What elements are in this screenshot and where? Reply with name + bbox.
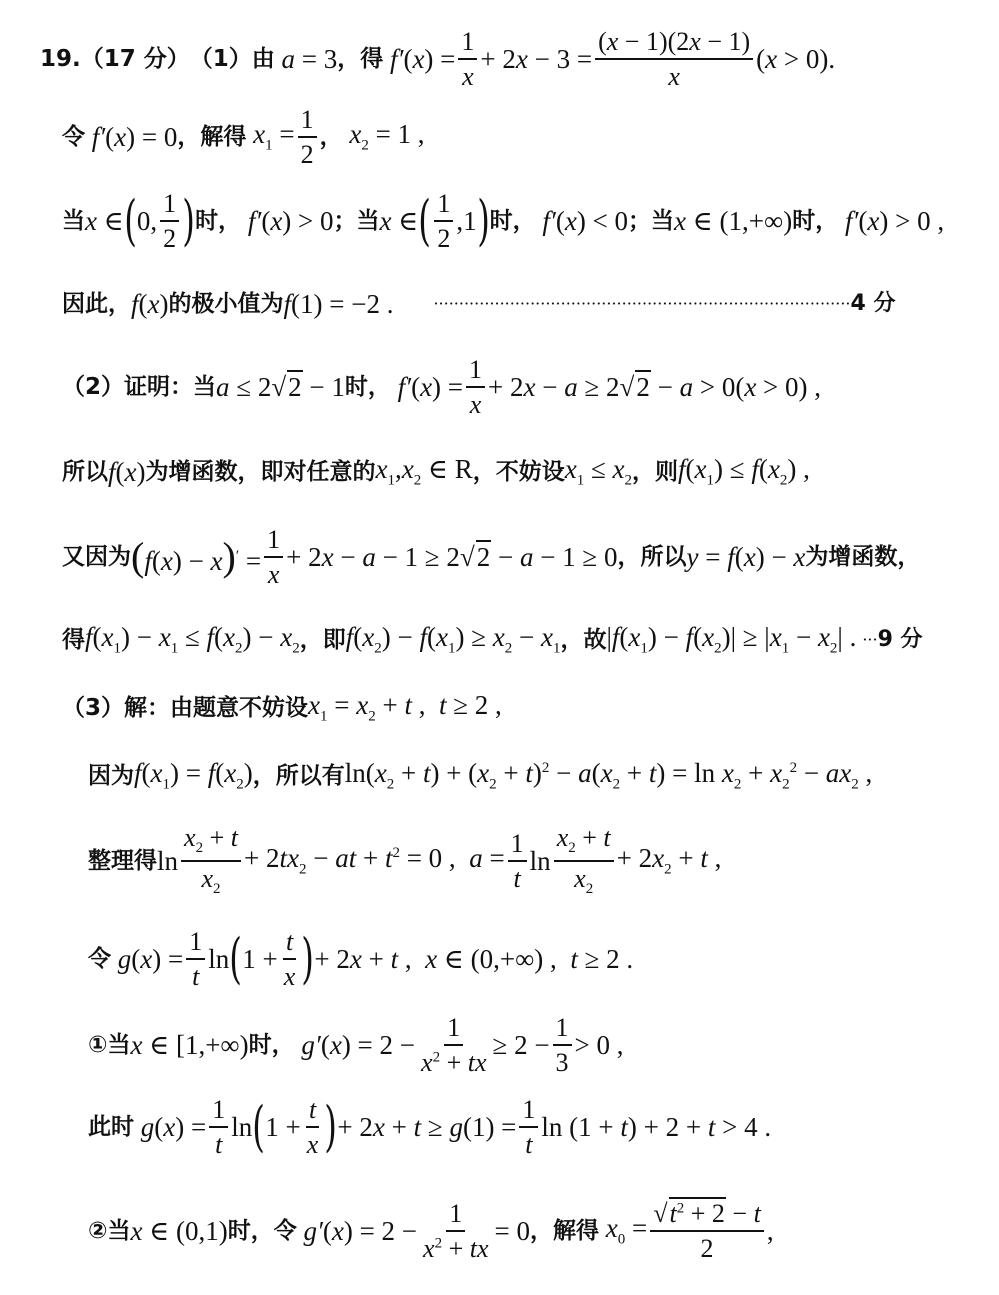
score-9: 9 分 bbox=[877, 627, 923, 652]
line-12: 令 g(x) = $\frac{1}{t}$ ln ( 1 + $\frac{t}{x}$ ) + 2x + t , x ∈ (0,+∞) , t ≥ 2 . bbox=[88, 926, 634, 991]
line-9: （3） 解：由题意不妨设 $x_1 = x_2 + t$ , t ≥ 2 , bbox=[62, 689, 502, 725]
problem-number: 19. bbox=[40, 45, 81, 72]
line-7: 又因为 (f(x) − x)′ = $\frac{1}{x}$ + 2x − a − 1 ≥ 2√2 − a − 1 ≥ 0 ，所以 y = f(x) − x 为增函数， bbox=[62, 524, 921, 589]
line-2: 令 f′(x) = 0 ，解得 $x_1$ = $\frac{1}{2}$ ， $x_2 = 1$ , bbox=[62, 104, 425, 169]
line-1: 19. （17 分） （1） 由 a = 3 ，得 f′(x) = $\frac{1}{x}$ + 2x − 3 = $\frac{(x - 1)(2x - 1)}{x}$ (x > 0). bbox=[40, 26, 836, 91]
line-4: 因此， f(x) 的极小值为 f(1) = −2 . ·················································································· 4 分 bbox=[62, 288, 896, 319]
line-10: 因为 $f(x_1) = f(x_2)$ ，所以有 $\ln(x_2 + t) + (x_2 + t)^2 - a(x_2 + t) = \ln x_2 + x_2^2 - ax_2$ , bbox=[88, 757, 873, 793]
line-3: 当 x ∈ ( 0, $\frac{1}{2}$ ) 时， f′(x) > 0 ；当 x ∈ ( $\frac{1}{2}$ ,1 ) 时， f′(x) < 0 ；当 x ∈ (1,+∞) 时， f′(x) > 0 , bbox=[62, 188, 945, 253]
part1-label: （1） bbox=[189, 45, 252, 72]
problem-points: （17 分） bbox=[80, 45, 190, 72]
score-4: 4 分 bbox=[850, 291, 896, 316]
line-8: 得 $f(x_1) - x_1 \le f(x_2) - x_2$ ，即 $f(x_2) - f(x_1) \ge x_2 - x_1$ ，故 $|f(x_1) - f(x_2)| \ge |x_1 - x_2|$ . ··· 9 分 bbox=[62, 621, 923, 657]
line-15: ②当 x ∈ (0,1) 时，令 g′(x) = 2 − $\frac{1}{x^2 + tx}$ = 0 ，解得 $x_0$ = $\frac{√t^2 + 2 - t}{2}$ , bbox=[88, 1198, 774, 1263]
line-13: ①当 x ∈ [1,+∞) 时， g′(x) = 2 − $\frac{1}{x^2 + tx}$ ≥ 2 − $\frac{1}{3}$ > 0 , bbox=[88, 1012, 624, 1077]
line-6: 所以 f(x) 为增函数，即对任意的 $x_1,x_2$ ∈ R ，不妨设 $x_1 \le x_2$ ，则 $f(x_1) \le f(x_2)$ , bbox=[62, 453, 810, 489]
line-14: 此时 g(x) = $\frac{1}{t}$ ln ( 1 + $\frac{t}{x}$ ) + 2x + t ≥ g(1) = $\frac{1}{t}$ ln (1 + t) + 2 + t > 4 . bbox=[88, 1094, 772, 1159]
line-11: 整理得 ln $\frac{x_2 + t}{x_2}$ + $2tx_2$ − at + $t^2 = 0$ , a = $\frac{1}{t}$ ln $\frac{x_2 + t}{x_2}$ + $2x_2 + t$ , bbox=[88, 823, 722, 898]
score-leader-dots: ·················································································· bbox=[433, 294, 851, 313]
line-5: （2） 证明：当 a ≤ 2√2 − 1 时， f′(x) = $\frac{1}{x}$ + 2x − a ≥ 2√2 − a > 0(x > 0) , bbox=[62, 354, 822, 419]
